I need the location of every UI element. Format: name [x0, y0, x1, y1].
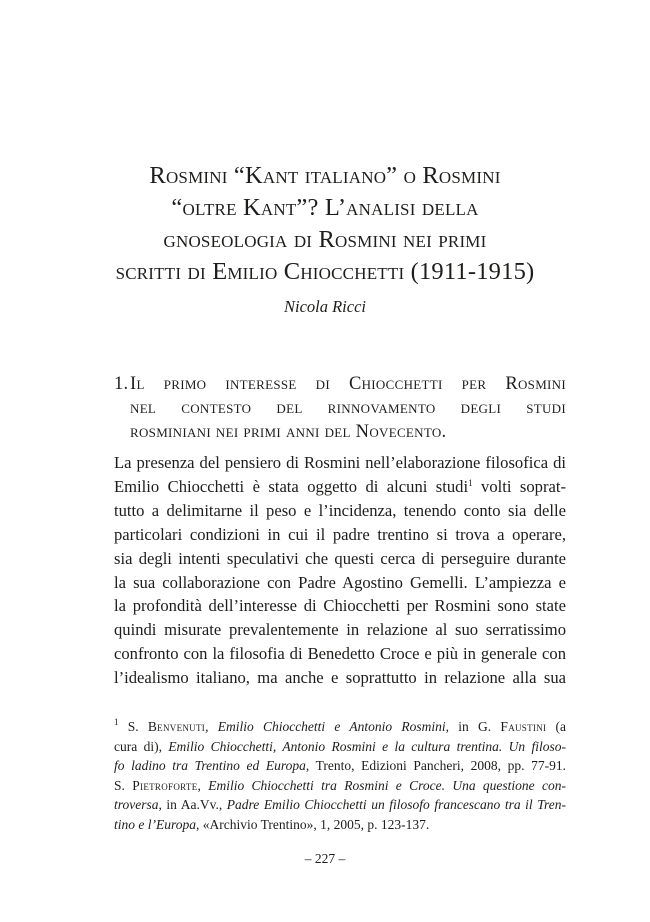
footnote-text: S. — [114, 777, 133, 793]
footnote-text: , in Aa.Vv., — [158, 797, 227, 812]
page-number: – 227 – — [304, 851, 346, 866]
body-line: La presenza del pensiero di Rosmini nell’elaborazione filosofica di — [114, 453, 566, 472]
body-line: l’idealismo italiano, ma anche e soprattutto in relazione alla sua — [114, 668, 566, 688]
article-title — [70, 160, 580, 288]
footnote-line — [114, 756, 566, 776]
title-line: gnoseologia di Rosmini nei primi — [163, 226, 487, 253]
footnote-marker: 1 — [114, 717, 119, 727]
footnote-line — [114, 795, 566, 815]
body-line — [114, 475, 566, 499]
footnote-line — [114, 815, 566, 835]
footnote — [114, 717, 566, 834]
body-line: la profondità dell’interesse di Chiocchetti per Rosmini sono state — [114, 596, 566, 616]
body-line: confronto con la filosofia di Benedetto Croce e più in generale con — [114, 644, 566, 664]
footnote-text: , «Archivio Trentino», 1, 2005, p. 123-137. — [196, 816, 430, 832]
footnote-work-title: Padre Emilio Chiocchetti un filosofo francescano tra il Tren- — [226, 797, 566, 812]
footnote-reference[interactable]: 1 — [468, 477, 473, 488]
body-line: quindi misurate prevalentemente in relazione al suo serratissimo — [114, 620, 566, 640]
footnote-work-title: Emilio Chiocchetti, Antonio Rosmini e la cultura trentina. Un filoso- — [168, 738, 566, 754]
footnote-author: Benvenuti — [147, 719, 206, 734]
footnote-text: cura di), — [114, 738, 169, 754]
footnote-text: , in G. — [445, 719, 501, 734]
footnote-text: , — [205, 719, 218, 734]
footnote-work-title: tino e l’Europa — [114, 816, 196, 832]
title-line: “oltre Kant”? L’analisi della — [171, 194, 479, 221]
section-number: 1. — [114, 374, 129, 394]
body-line: la sua collaborazione con Padre Agostino Gemelli. L’ampiezza e — [114, 572, 566, 592]
title-line: Rosmini “Kant italiano” o Rosmini — [149, 162, 501, 189]
body-line: tutto a delimitarne il peso e l’incidenza, tenendo conto sia delle — [114, 500, 566, 520]
footnote-text: S. — [127, 719, 148, 734]
footnote-text: , — [197, 777, 209, 793]
section-heading-line: rosminiani nei primi anni del Novecento. — [130, 422, 447, 442]
footnote-work-title: Emilio Chiocchetti e Antonio Rosmini — [217, 719, 446, 734]
body-line-text: volti soprat- — [472, 476, 566, 496]
footnote-author: Pietroforte — [132, 777, 198, 793]
footnote-work-title: fo ladino tra Trentino ed Europa, — [114, 758, 310, 773]
footnote-text: Trento, Edizioni Pancheri, 2008, pp. 77-91. — [309, 758, 566, 773]
footnote-work-title: troversa — [114, 797, 159, 812]
title-line: scritti di Emilio Chiocchetti (1911-1915) — [115, 258, 535, 285]
footnote-work-title: Emilio Chiocchetti tra Rosmini e Croce. Una questione con- — [208, 777, 567, 793]
body-text — [114, 451, 566, 690]
body-line: particolari condizioni in cui il padre trentino si trova a operare, — [114, 524, 566, 544]
section-heading-line: Il primo interesse di Chiocchetti per Rosmini — [130, 374, 566, 394]
footnote-line — [114, 737, 566, 757]
section-heading-line: nel contesto del rinnovamento degli studi — [130, 398, 566, 418]
body-line-text: Emilio Chiocchetti è stata oggetto di alcuni studi — [114, 476, 469, 496]
footnote-line — [114, 776, 566, 796]
footnote-text: (a — [546, 719, 567, 734]
body-line: sia degli intenti speculativi che questi cerca di perseguire durante — [114, 548, 566, 568]
footnote-line — [114, 717, 566, 737]
section-heading — [114, 372, 566, 444]
footnote-author: Faustini — [500, 719, 547, 734]
author-name: Nicola Ricci — [283, 297, 367, 316]
